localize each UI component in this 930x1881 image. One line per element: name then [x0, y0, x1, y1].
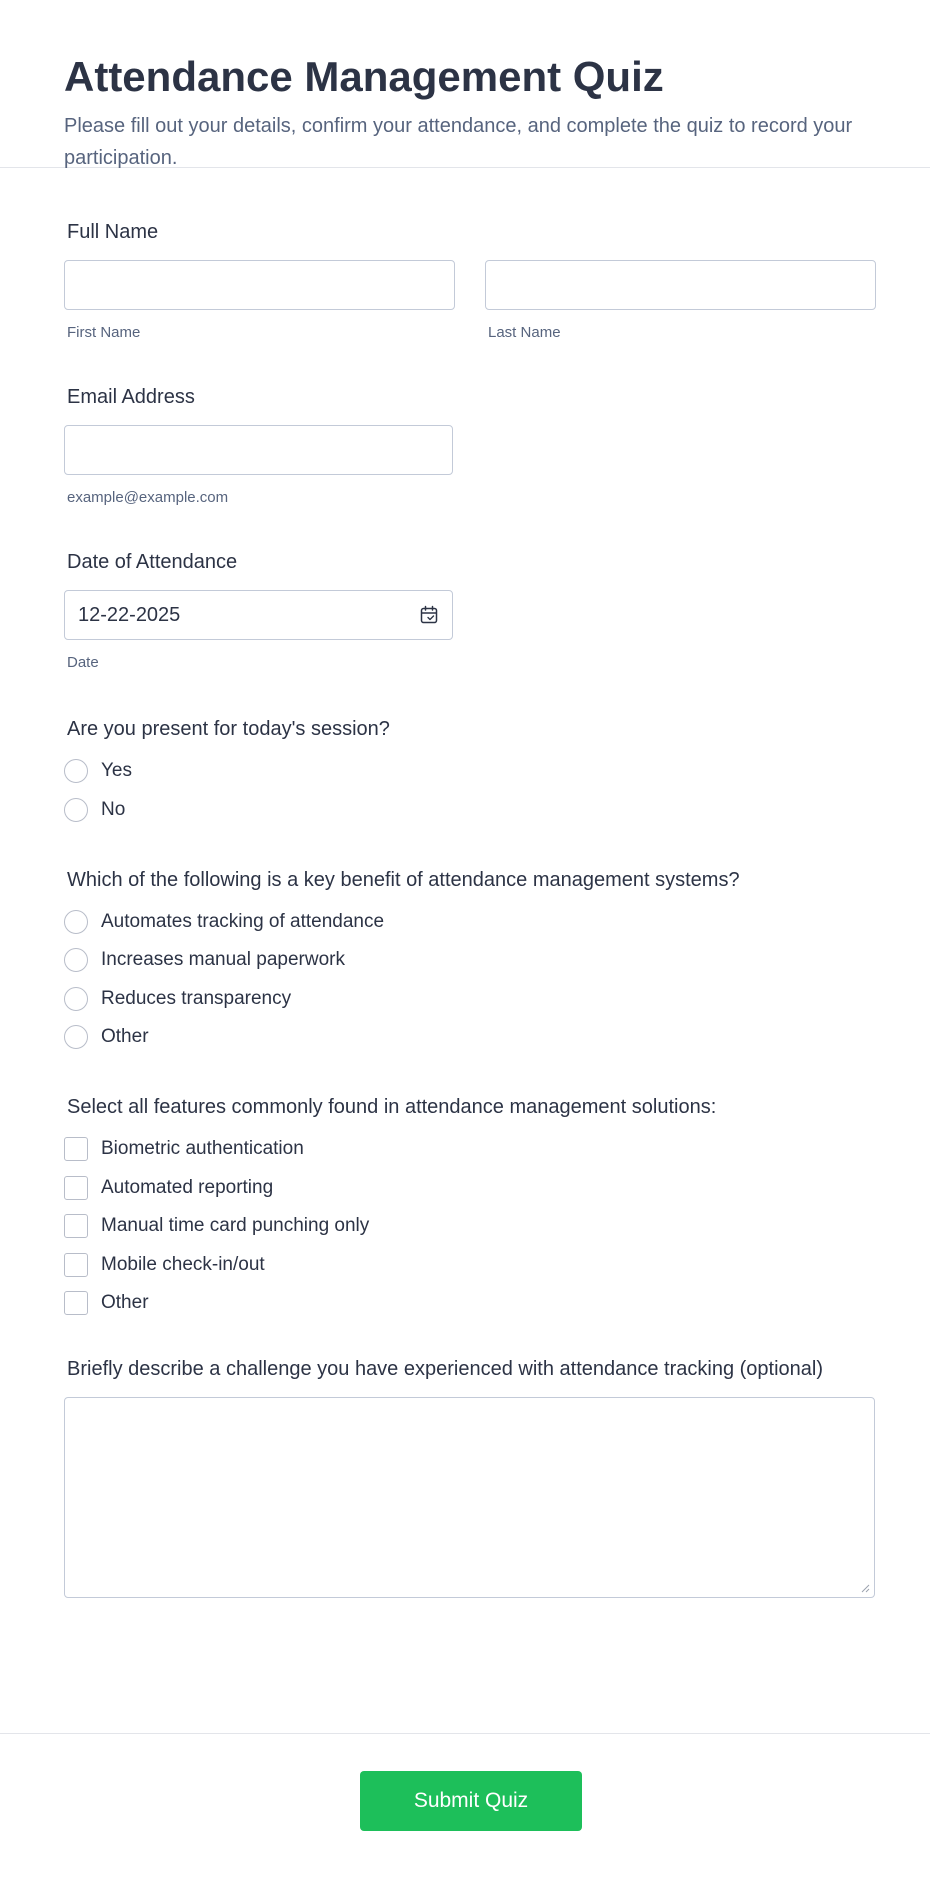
first-name-input[interactable] [64, 260, 455, 310]
benefit-label: Which of the following is a key benefit of attendance management systems? [67, 868, 740, 891]
benefit-question [64, 867, 875, 1051]
presence-option-yes[interactable] [64, 758, 875, 784]
checkbox[interactable] [64, 1137, 88, 1161]
resize-handle-icon[interactable] [860, 1583, 870, 1593]
submit-quiz-button[interactable]: Submit Quiz [360, 1771, 582, 1831]
email-input[interactable] [64, 425, 453, 475]
option-label: Other [101, 1026, 149, 1047]
radio-button[interactable] [64, 987, 88, 1011]
radio-button[interactable] [64, 798, 88, 822]
quiz-form [0, 219, 930, 1598]
radio-button[interactable] [64, 948, 88, 972]
option-label: Mobile check-in/out [101, 1253, 265, 1275]
calendar-icon[interactable] [419, 605, 439, 625]
presence-label: Are you present for today's session? [67, 718, 390, 740]
checkbox[interactable] [64, 1291, 88, 1315]
option-label: Yes [101, 760, 132, 781]
form-footer [0, 1733, 930, 1881]
option-label: Automates tracking of attendance [101, 910, 385, 932]
features-label: Select all features commonly found in attendance management solutions: [67, 1096, 717, 1118]
option-label: Automated reporting [101, 1176, 274, 1198]
email-sublabel: example@example.com [67, 489, 229, 506]
benefit-option-1[interactable] [64, 909, 875, 935]
features-option-3[interactable] [64, 1213, 875, 1239]
radio-button[interactable] [64, 1025, 88, 1049]
challenge-label: Briefly describe a challenge you have experienced with attendance tracking (optional) [67, 1358, 824, 1380]
first-name-sublabel: First Name [67, 324, 141, 341]
last-name-sublabel: Last Name [488, 324, 561, 341]
features-question [64, 1094, 875, 1316]
date-label: Date of Attendance [67, 551, 238, 573]
presence-question [64, 716, 875, 823]
benefit-option-2[interactable] [64, 947, 875, 973]
features-option-other[interactable] [64, 1290, 875, 1316]
presence-option-no[interactable] [64, 797, 875, 823]
challenge-textarea[interactable] [64, 1397, 875, 1598]
date-input[interactable] [64, 590, 453, 640]
option-label: Other [101, 1292, 149, 1313]
form-header [0, 0, 930, 168]
benefit-option-3[interactable] [64, 986, 875, 1012]
benefit-option-other[interactable] [64, 1024, 875, 1050]
checkbox[interactable] [64, 1253, 88, 1277]
last-name-input[interactable] [485, 260, 876, 310]
full-name-label: Full Name [67, 221, 159, 243]
date-field [64, 549, 875, 671]
date-sublabel: Date [67, 654, 99, 671]
option-label: Increases manual paperwork [101, 949, 345, 970]
email-label: Email Address [67, 386, 195, 408]
features-option-2[interactable] [64, 1175, 875, 1201]
page-title: Attendance Management Quiz [64, 53, 664, 100]
page-subtitle: Please fill out your details, confirm your attendance, and complete the quiz to record your participation. [64, 115, 853, 169]
option-label: No [101, 798, 126, 820]
radio-button[interactable] [64, 759, 88, 783]
full-name-field [64, 219, 875, 341]
email-field [64, 384, 875, 506]
features-option-1[interactable] [64, 1136, 875, 1162]
option-label: Manual time card punching only [101, 1215, 370, 1236]
checkbox[interactable] [64, 1214, 88, 1238]
radio-button[interactable] [64, 910, 88, 934]
checkbox[interactable] [64, 1176, 88, 1200]
option-label: Reduces transparency [101, 987, 292, 1009]
features-option-4[interactable] [64, 1252, 875, 1278]
option-label: Biometric authentication [101, 1138, 304, 1159]
challenge-question [64, 1356, 875, 1598]
